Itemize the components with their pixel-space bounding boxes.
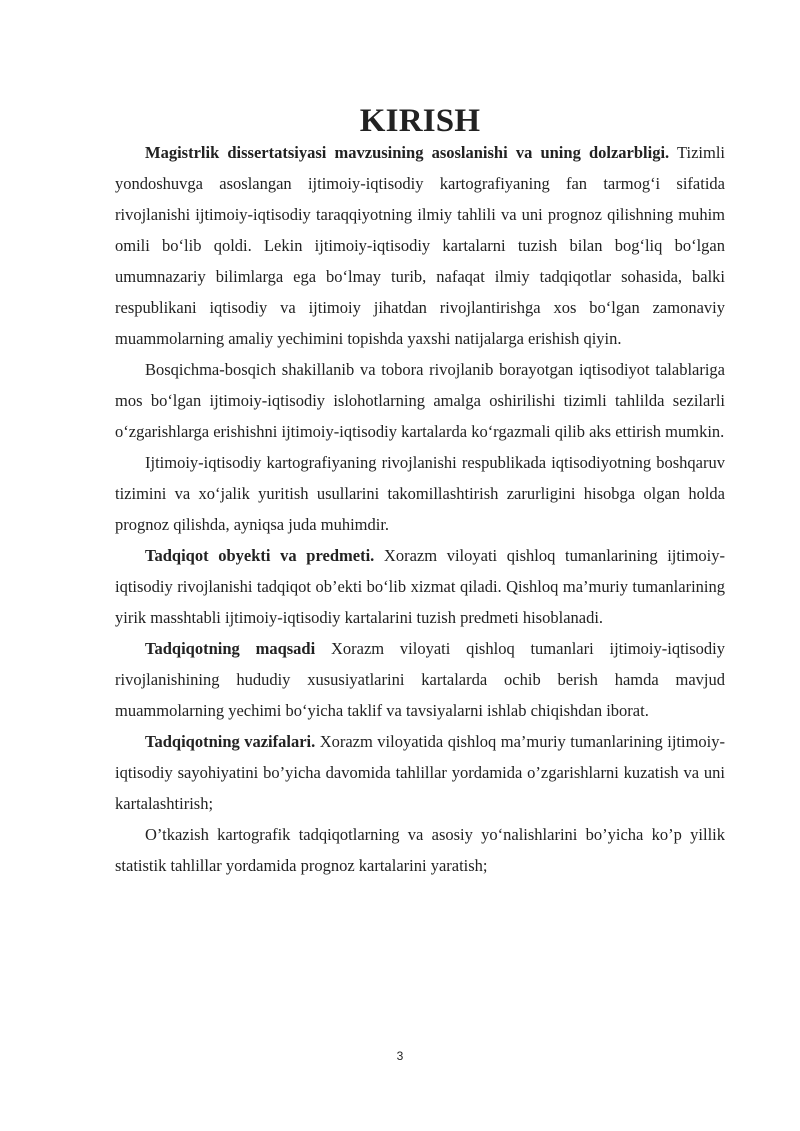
paragraph-text: Bosqichma-bosqich shakillanib va tobora rivojlanib borayotgan iqtisodiyot talablariga mos bo‘lgan ijtimoiy-iqtisodiy islohotlarning amalga oshirilishi tizimli tahlilda sezilarli o‘zgarishlarga erishishni ijtimoiy-iqtisodiy kartalarda ko‘rgazmali qilib aks ettirish mumkin. bbox=[115, 360, 725, 441]
paragraph-cartography bbox=[115, 447, 725, 540]
paragraph-text: Xorazm viloyatida qishloq ma’muriy tumanlarining ijtimoiy-iqtisodiy sayohiyatini bo’yicha davomida tahlillar yordamida o’zgarishlarni kuzatish va uni kartalashtirish; bbox=[115, 732, 725, 813]
document-page bbox=[115, 103, 725, 881]
paragraph-text: Xorazm viloyati qishloq tumanlarining ijtimoiy-iqtisodiy rivojlanishi tadqiqot ob’ekti bo‘lib xizmat qiladi. Qishloq ma’muriy tumanlarining yirik masshtabli ijtimoiy-iqtisodiy kartalarini tuzish predmeti hisoblanadi. bbox=[115, 546, 725, 627]
page-title: KIRISH bbox=[359, 103, 481, 139]
page-number: 3 bbox=[396, 1049, 404, 1063]
paragraph-reforms bbox=[115, 354, 725, 447]
paragraph-lead: Magistrlik dissertatsiyasi mavzusining asoslanishi va uning dolzarbligi. bbox=[145, 143, 670, 162]
paragraph-text: Ijtimoiy-iqtisodiy kartografiyaning rivojlanishi respublikada iqtisodiyotning boshqaruv tizimini va xo‘jalik yuritish usullarini takomillashtirish zarurligini hisobga olgan holda prognoz qilishda, ayniqsa juda muhimdir. bbox=[115, 453, 725, 534]
paragraph-goal bbox=[115, 633, 725, 726]
paragraph-tasks bbox=[115, 726, 725, 819]
paragraph-relevance bbox=[115, 137, 725, 354]
paragraph-text: Xorazm viloyati qishloq tumanlari ijtimoiy-iqtisodiy rivojlanishining hududiy xususiyatlarini kartalarda ochib berish hamda mavjud muammolarning yechimi bo‘yicha taklif va tavsiyalarni ishlab chiqishdan iborat. bbox=[115, 639, 725, 720]
paragraph-forecast bbox=[115, 819, 725, 881]
paragraph-object-subject bbox=[115, 540, 725, 633]
paragraph-lead: Tadqiqot obyekti va predmeti. bbox=[145, 546, 375, 565]
paragraph-lead: Tadqiqotning maqsadi bbox=[145, 639, 316, 658]
paragraph-text: O’tkazish kartografik tadqiqotlarning va asosiy yo‘nalishlarini bo’yicha ko’p yillik statistik tahlillar yordamida prognoz kartalarini yaratish; bbox=[115, 825, 725, 875]
paragraph-lead: Tadqiqotning vazifalari. bbox=[145, 732, 316, 751]
paragraph-text: Tizimli yondoshuvga asoslangan ijtimoiy-iqtisodiy kartografiyaning fan tarmog‘i sifatida rivojlanishi ijtimoiy-iqtisodiy taraqqiyotning ilmiy tahlili va uni prognoz qilishning muhim omili bo‘lib qoldi. Lekin ijtimoiy-iqtisodiy kartalarni tuzish bilan bog‘liq bo‘lgan umumnazariy bilimlarga ega bo‘lmay turib, nafaqat ilmiy tadqiqotlar sohasida, balki respublikani iqtisodiy va ijtimoiy jihatdan rivojlantirishga xos bo‘lgan zamonaviy muammolarning amaliy yechimini topishda yaxshi natijalarga erishish qiyin. bbox=[115, 143, 725, 348]
